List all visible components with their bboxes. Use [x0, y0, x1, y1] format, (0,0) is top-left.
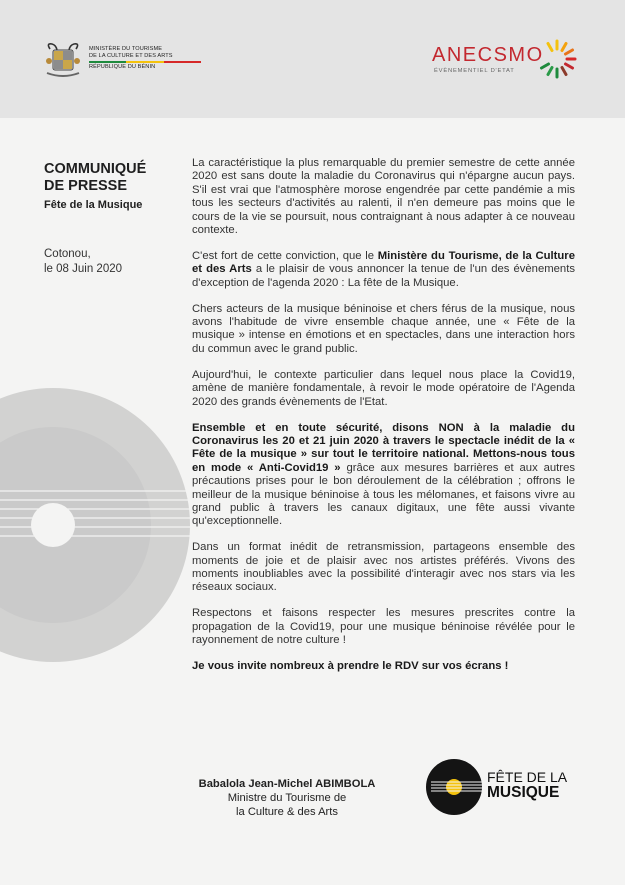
paragraph-5	[192, 422, 575, 529]
flag-stripe	[89, 61, 201, 63]
ministry-emphasis: Ministère du Tourisme, de la Culture et des Arts	[192, 249, 575, 276]
invitation-line: Je vous invite nombreux à prendre le RDV sur vos écrans !	[192, 660, 509, 673]
press-release-body	[192, 157, 575, 674]
signatory-name-text: Babalola Jean-Michel ABIMBOLA	[198, 778, 376, 790]
vinyl-record-decoration	[0, 388, 190, 662]
paragraph-5-text: grâce aux mesures barrières et aux autres précautions prises pour le bon déroulement de la célébration ; offrons le meilleur de la musique béninoise à tous les mélomanes, et faisons vivre au grand public à travers les canaux digitaux, une fête aussi vivante qu'exceptionnelle.	[192, 461, 575, 528]
document-subtitle: Fête de la Musique	[44, 199, 143, 211]
signatory-name	[172, 777, 402, 791]
paragraph-5-emphasis: Ensemble et en toute sécurité, disons NON à la maladie du Coronavirus les 20 et 21 juin 2020 à travers le spectacle inédit de la « Fête de la musique » sur tout le territoire national. Mettons-nous tous en mode « Anti-Covid19 »	[192, 421, 575, 474]
paragraph-6: Dans un format inédit de retransmission, partageons ensemble des moments de joie et de plaisir avec nos artistes préférés. Vivons des moments inoubliables avec la possibilité d'interagir avec nos stars via les réseaux sociaux.	[192, 541, 575, 594]
paragraph-2-text-b: a le plaisir de vous annoncer la tenue de l'un des évènements d'exception de l'agenda 2020 : La fête de la Musique.	[192, 263, 575, 289]
signatory-title-1: Ministre du Tourisme de	[227, 792, 347, 804]
signatory-title-2: la Culture & des Arts	[236, 806, 338, 818]
paragraph-2	[192, 250, 575, 290]
fete-logo-text	[487, 770, 567, 800]
paragraph-1: La caractéristique la plus remarquable du premier semestre de cette année 2020 est sans doute la maladie du Coronavirus qui n'épargne aucun pays. S'il est vrai que l'atmosphère morose engendrée par cette pandémie a mis tous les secteurs d'activités au ralenti, il n'en demeure pas moins que le cours de la vie se poursuit, nous contraignant à nous adapter à ce nouveau contexte.	[192, 157, 575, 237]
place-and-date	[44, 247, 122, 277]
paragraph-2-text-a: C'est fort de cette conviction, que le	[192, 249, 378, 262]
ministry-line-3: RÉPUBLIQUE DU BÉNIN	[89, 64, 156, 70]
sun-rays-icon	[535, 37, 579, 81]
date: le 08 Juin 2020	[44, 263, 123, 275]
paragraph-7: Respectons et faisons respecter les mesures prescrites contre la propagation de la Covid19, pour une musique béninoise révélée pour le rayonnement de notre culture !	[192, 607, 575, 647]
vinyl-logo-icon	[425, 758, 483, 816]
place: Cotonou,	[44, 248, 91, 260]
signature-block	[172, 777, 402, 819]
paragraph-4: Aujourd'hui, le contexte particulier dans lequel nous place la Covid19, amène de manière fondamentale, à revoir le mode opératoire de l'Agenda 2020 des grands évènements de l'Etat.	[192, 368, 575, 408]
fete-de-la-musique-logo	[425, 758, 585, 820]
document-title	[44, 161, 146, 195]
title-line-1: COMMUNIQUÉ	[44, 161, 147, 177]
anecsmo-wordmark: ANECSMO	[432, 44, 544, 66]
ministry-line-1: MINISTÈRE DU TOURISME	[89, 46, 163, 52]
ministry-name	[89, 46, 201, 71]
ministry-line-2: DE LA CULTURE ET DES ARTS	[89, 53, 173, 59]
paragraph-8	[192, 660, 575, 673]
fete-logo-line-2: MUSIQUE	[487, 784, 560, 801]
benin-coat-of-arms-icon	[44, 41, 82, 79]
anecsmo-logo	[432, 37, 578, 81]
paragraph-3: Chers acteurs de la musique béninoise et chers férus de la musique, nous avons l'habitude de vivre ensemble chaque année, une « Fête de la musique » intense en émotions et en spectacles, dans une interaction hors du commun avec le grand public.	[192, 302, 575, 355]
anecsmo-subtitle: ÉVÈNEMENTIEL D'ETAT	[434, 68, 515, 74]
title-line-2: DE PRESSE	[44, 178, 127, 194]
fete-logo-line-1: FÊTE DE LA	[487, 769, 568, 785]
page-header	[0, 0, 625, 118]
